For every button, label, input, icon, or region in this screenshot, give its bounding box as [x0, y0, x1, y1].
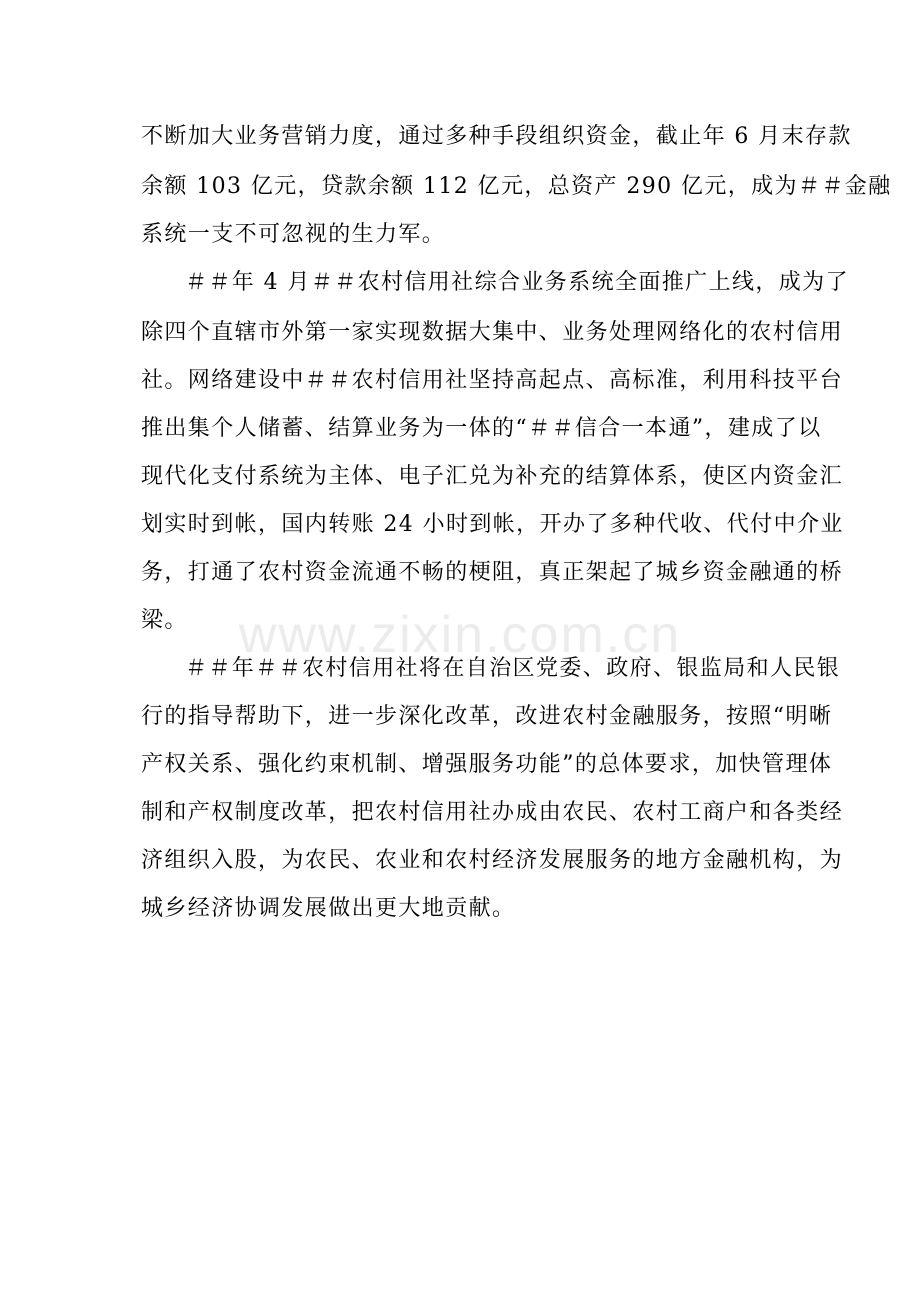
paragraph-line: 推出集个人储蓄、结算业务为一体的“＃＃信合一本通”，建成了以: [141, 416, 822, 441]
paragraph-line: 行的指导帮助下，进一步深化改革，改进农村金融服务，按照“明晰: [141, 704, 833, 729]
paragraph-line: 务，打通了农村资金流通不畅的梗阻，真正架起了城乡资金融通的桥: [141, 560, 844, 585]
paragraph-line: 社。网络建设中＃＃农村信用社坚持高起点、高标准，利用科技平台: [141, 368, 844, 393]
paragraph-line: ＃＃年＃＃农村信用社将在自治区党委、政府、银监局和人民银: [185, 656, 841, 681]
paragraph-line: 划实时到帐，国内转账 24 小时到帐，开办了多种代收、代付中介业: [141, 512, 844, 537]
paragraph-line: ＃＃年 4 月＃＃农村信用社综合业务系统全面推广上线，成为了: [185, 270, 849, 295]
paragraph-line: 系统一支不可忽视的生力军。: [141, 222, 446, 247]
paragraph-line: 不断加大业务营销力度，通过多种手段组织资金，截止年 6 月末存款: [141, 124, 852, 149]
paragraph-line: 余额 103 亿元，贷款余额 112 亿元，总资产 290 亿元，成为＃＃金融: [141, 174, 892, 199]
paragraph-line: 梁。: [141, 608, 188, 633]
paragraph-line: 产权关系、强化约束机制、增强服务功能”的总体要求，加快管理体: [141, 752, 833, 777]
paragraph-line: 济组织入股，为农民、农业和农村经济发展服务的地方金融机构，为: [141, 848, 844, 873]
paragraph-line: 制和产权制度改革，把农村信用社办成由农民、农村工商户和各类经: [141, 800, 844, 825]
paragraph-line: 城乡经济协调发展做出更大地贡献。: [141, 896, 516, 921]
paragraph-line: 除四个直辖市外第一家实现数据大集中、业务处理网络化的农村信用: [141, 320, 844, 345]
paragraph-line: 现代化支付系统为主体、电子汇兑为补充的结算体系，使区内资金汇: [141, 464, 844, 489]
watermark: www.zixin.com.cn: [238, 606, 682, 664]
